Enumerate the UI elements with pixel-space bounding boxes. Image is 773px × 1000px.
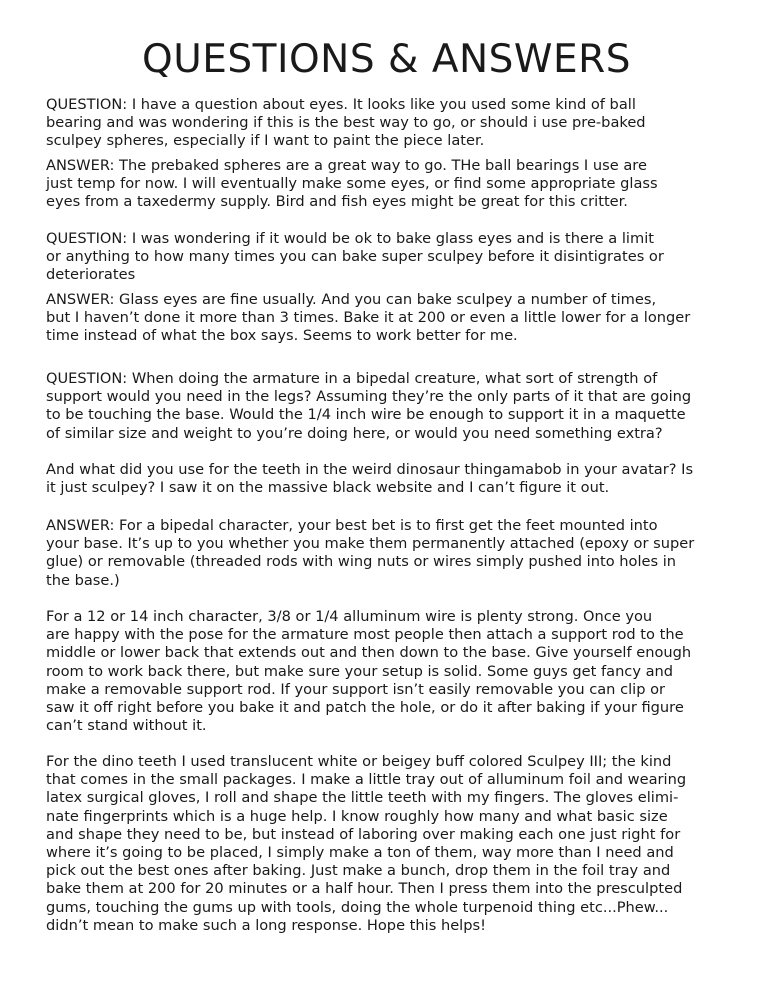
text-line: gums, touching the gums up with tools, doing the whole turpenoid thing etc...Phew... <box>46 898 669 916</box>
text-line: the base.) <box>46 571 120 589</box>
text-line: that comes in the small packages. I make a little tray out of alluminum foil and wearing <box>46 771 687 789</box>
text-line: room to work back there, but make sure your setup is solid. Some guys get fancy and <box>46 662 674 680</box>
text-line: For a 12 or 14 inch character, 3/8 or 1/4 alluminum wire is plenty strong. Once you <box>46 608 653 625</box>
answer-wire <box>46 608 736 735</box>
text-line: time instead of what the box says. Seems to work better for me. <box>46 327 518 345</box>
question-eyes <box>46 96 736 151</box>
text-line: QUESTION: When doing the armature in a bipedal creature, what sort of strength of <box>46 370 658 387</box>
text-line: but I haven’t done it more than 3 times. Bake it at 200 or even a little lower for a longer <box>46 309 691 327</box>
text-line: latex surgical gloves, I roll and shape the little teeth with my fingers. The gloves elimi- <box>46 789 679 807</box>
text-line: sculpey spheres, especially if I want to paint the piece later. <box>46 132 485 150</box>
text-line: make a removable support rod. If your support isn’t easily removable you can clip or <box>46 680 666 698</box>
question-armature <box>46 370 736 443</box>
text-line: QUESTION: I was wondering if it would be ok to bake glass eyes and is there a limit <box>46 230 654 247</box>
answer-teeth <box>46 753 736 935</box>
text-line: your base. It’s up to you whether you make them permanently attached (epoxy or super <box>46 535 695 553</box>
text-line: just temp for now. I will eventually make some eyes, or find some appropriate glass <box>46 175 658 193</box>
question-teeth <box>46 461 736 497</box>
text-line: bearing and was wondering if this is the best way to go, or should i use pre-baked <box>46 114 646 132</box>
answer-armature <box>46 517 736 590</box>
text-line: middle or lower back that extends out and then down to the base. Give yourself enough <box>46 644 692 662</box>
text-line: bake them at 200 for 20 minutes or a half hour. Then I press them into the presculpted <box>46 880 683 898</box>
answer-eyes <box>46 157 736 212</box>
text-line: For the dino teeth I used translucent white or beigey buff colored Sculpey III; the kind <box>46 753 672 770</box>
text-line: where it’s going to be placed, I simply make a ton of them, way more than I need and <box>46 844 674 862</box>
text-line: And what did you use for the teeth in the weird dinosaur thingamabob in your avatar? Is <box>46 461 694 478</box>
text-line: QUESTION: I have a question about eyes. It looks like you used some kind of ball <box>46 96 636 113</box>
text-line: didn’t mean to make such a long response. Hope this helps! <box>46 916 486 934</box>
text-line: saw it off right before you bake it and patch the hole, or do it after baking if your figure <box>46 699 684 717</box>
text-line: pick out the best ones after baking. Just make a bunch, drop them in the foil tray and <box>46 862 671 880</box>
text-line: and shape they need to be, but instead of laboring over making each one just right for <box>46 825 681 843</box>
text-line: glue) or removable (threaded rods with wing nuts or wires simply pushed into holes in <box>46 553 677 571</box>
page-title: QUESTIONS & ANSWERS <box>142 37 631 82</box>
text-line: of similar size and weight to you’re doing here, or would you need something extra? <box>46 424 663 442</box>
text-line: support would you need in the legs? Assuming they’re the only parts of it that are going <box>46 388 692 406</box>
text-line: ANSWER: For a bipedal character, your best bet is to first get the feet mounted into <box>46 517 658 534</box>
text-line: to be touching the base. Would the 1/4 inch wire be enough to support it in a maquette <box>46 406 686 424</box>
text-line: nate fingerprints which is a huge help. I know roughly how many and what basic size <box>46 807 668 825</box>
answer-glass-eyes <box>46 291 736 346</box>
text-line: it just sculpey? I saw it on the massive black website and I can’t figure it out. <box>46 479 610 497</box>
question-glass-eyes <box>46 230 736 285</box>
text-line: ANSWER: The prebaked spheres are a great way to go. THe ball bearings I use are <box>46 157 647 174</box>
text-line: ANSWER: Glass eyes are fine usually. And you can bake sculpey a number of times, <box>46 291 657 308</box>
text-line: or anything to how many times you can bake super sculpey before it disintigrates or <box>46 248 664 266</box>
text-line: can’t stand without it. <box>46 717 207 735</box>
text-line: eyes from a taxedermy supply. Bird and fish eyes might be great for this critter. <box>46 193 628 211</box>
text-line: are happy with the pose for the armature most people then attach a support rod to the <box>46 626 684 644</box>
text-line: deteriorates <box>46 266 136 284</box>
